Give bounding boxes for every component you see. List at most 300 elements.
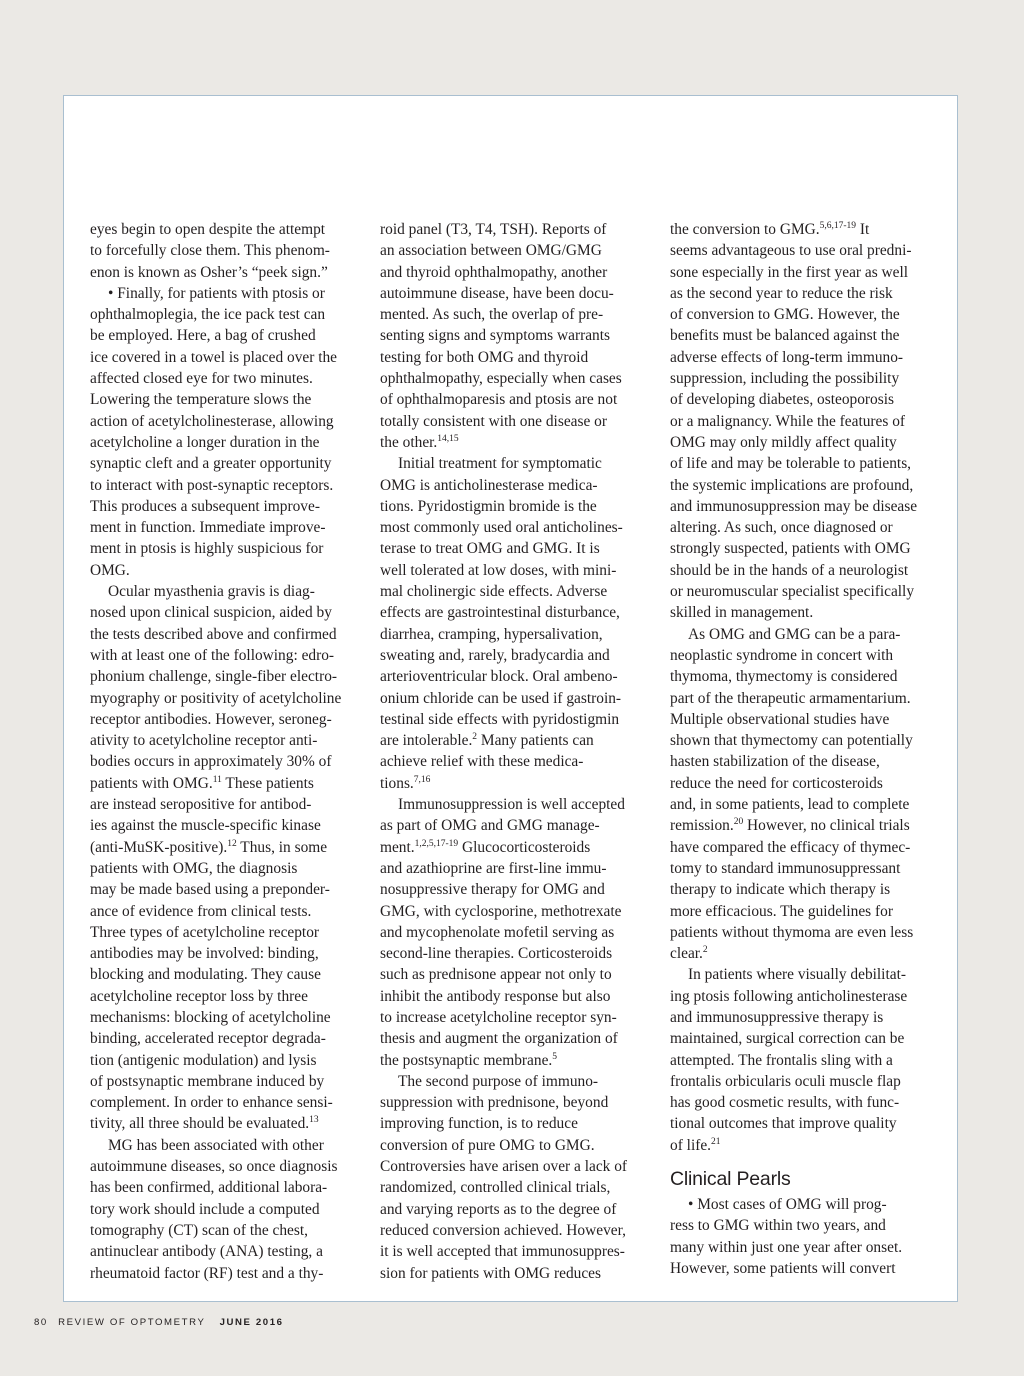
line-text: may be made based using a preponder- xyxy=(90,881,330,899)
text-line xyxy=(670,730,950,751)
line-text: have compared the efficacy of thymec- xyxy=(670,838,911,856)
line-text: has good cosmetic results, with func- xyxy=(670,1094,900,1112)
text-line xyxy=(670,624,950,645)
text-line xyxy=(90,1156,370,1177)
line-text: should be in the hands of a neurologist xyxy=(670,561,909,579)
line-text: blocking and modulating. They cause xyxy=(90,966,321,984)
line-text: antibodies may be involved: binding, xyxy=(90,945,319,963)
line-text: has been confirmed, additional labora- xyxy=(90,1179,328,1197)
line-text: the systemic implications are profound, xyxy=(670,476,914,494)
line-text: of developing diabetes, osteoporosis xyxy=(670,391,894,409)
text-line xyxy=(670,666,950,687)
line-text: more efficacious. The guidelines for xyxy=(670,902,893,920)
line-text: tions. xyxy=(380,774,414,792)
text-line xyxy=(90,411,370,432)
citation-superscript: 12 xyxy=(227,838,237,849)
line-text: are intolerable. xyxy=(380,732,473,750)
line-text: the other. xyxy=(380,433,438,451)
line-text: as part of OMG and GMG manage- xyxy=(380,817,600,835)
text-line xyxy=(380,815,660,836)
text-line xyxy=(380,709,660,730)
text-line xyxy=(90,964,370,985)
line-text: As OMG and GMG can be a para- xyxy=(688,625,901,643)
line-text: tion (antigenic modulation) and lysis xyxy=(90,1051,317,1069)
text-line xyxy=(380,794,660,815)
citation-superscript: 2 xyxy=(472,732,478,743)
text-line xyxy=(90,560,370,581)
text-line xyxy=(670,815,950,836)
text-line xyxy=(670,1050,950,1071)
line-text: • Finally, for patients with ptosis or xyxy=(108,284,325,302)
line-text: action of acetylcholinesterase, allowing xyxy=(90,412,334,430)
line-text: binding, accelerated receptor degrada- xyxy=(90,1030,326,1048)
text-line xyxy=(90,368,370,389)
line-text: eyes begin to open despite the attempt xyxy=(90,221,326,238)
citation-superscript: 20 xyxy=(733,817,744,828)
line-text: mented. As such, the overlap of pre- xyxy=(380,306,604,324)
line-text: ativity to acetylcholine receptor anti- xyxy=(90,732,318,750)
text-column-2 xyxy=(380,219,660,1284)
text-line xyxy=(670,581,950,602)
line-text: patients with OMG, the diagnosis xyxy=(90,859,298,877)
text-line xyxy=(90,1263,370,1284)
line-text: tions. Pyridostigmin bromide is the xyxy=(380,497,597,515)
text-line xyxy=(90,645,370,666)
text-line xyxy=(90,1241,370,1262)
text-line xyxy=(670,1237,950,1258)
text-line xyxy=(380,837,660,858)
text-line xyxy=(90,1113,370,1134)
line-text: testinal side effects with pyridostigmin xyxy=(380,710,620,728)
text-line xyxy=(670,1113,950,1134)
line-text: antinuclear antibody (ANA) testing, a xyxy=(90,1243,323,1261)
line-text: frontalis orbicularis oculi muscle flap xyxy=(670,1072,901,1090)
line-text: arterioventricular block. Oral ambeno- xyxy=(380,668,618,686)
text-line xyxy=(670,794,950,815)
citation-superscript: 2 xyxy=(702,945,708,956)
line-text: clear. xyxy=(670,945,703,963)
text-line xyxy=(380,581,660,602)
line-text: tomy to standard immunosuppressant xyxy=(670,859,901,877)
text-line xyxy=(670,304,950,325)
line-text: tomography (CT) scan of the chest, xyxy=(90,1221,308,1239)
line-text: Clinical Pearls xyxy=(670,1168,791,1191)
text-line xyxy=(90,304,370,325)
line-text: phonium challenge, single-fiber electro- xyxy=(90,668,338,686)
line-text: the tests described above and confirmed xyxy=(90,625,337,643)
text-line xyxy=(90,453,370,474)
line-text: patients without thymoma are even less xyxy=(670,923,914,941)
text-line xyxy=(90,1007,370,1028)
text-line xyxy=(380,964,660,985)
text-line xyxy=(90,1050,370,1071)
line-text: part of the therapeutic armamentarium. xyxy=(670,689,911,707)
text-line xyxy=(380,496,660,517)
text-line xyxy=(380,666,660,687)
citation-superscript: 1,2,5,17-19 xyxy=(414,838,459,849)
line-text: or neuromuscular specialist specifically xyxy=(670,583,915,601)
text-line xyxy=(90,688,370,709)
text-line xyxy=(380,411,660,432)
line-text-continued: However, no clinical trials xyxy=(743,817,910,835)
text-line xyxy=(380,347,660,368)
line-text: Three types of acetylcholine receptor xyxy=(90,923,320,941)
line-text: reduce the need for corticosteroids xyxy=(670,774,883,792)
line-text: well tolerated at low doses, with mini- xyxy=(380,561,617,579)
line-text: Initial treatment for symptomatic xyxy=(398,455,602,473)
text-line xyxy=(670,858,950,879)
text-line xyxy=(380,1263,660,1284)
line-text: In patients where visually debilitat- xyxy=(688,966,906,984)
text-line xyxy=(380,858,660,879)
line-text: GMG, with cyclosporine, methotrexate xyxy=(380,902,622,920)
line-text: mechanisms: blocking of acetylcholine xyxy=(90,1008,331,1026)
text-line xyxy=(90,730,370,751)
line-text: ress to GMG within two years, and xyxy=(670,1217,886,1235)
text-line xyxy=(90,773,370,794)
line-text: bodies occurs in approximately 30% of xyxy=(90,753,332,771)
text-line xyxy=(90,219,370,240)
text-line xyxy=(90,517,370,538)
text-line xyxy=(380,645,660,666)
line-text: Controversies have arisen over a lack of xyxy=(380,1158,628,1176)
line-text: most commonly used oral anticholines- xyxy=(380,519,623,537)
text-line xyxy=(90,581,370,602)
line-text: be employed. Here, a bag of crushed xyxy=(90,327,316,345)
text-line xyxy=(670,709,950,730)
text-line xyxy=(670,411,950,432)
text-line xyxy=(380,1156,660,1177)
text-line xyxy=(380,901,660,922)
line-text: the conversion to GMG. xyxy=(670,221,820,238)
line-text: tivity, all three should be evaluated. xyxy=(90,1115,310,1133)
text-line xyxy=(90,1135,370,1156)
text-line xyxy=(90,1199,370,1220)
line-text: of life. xyxy=(670,1136,712,1154)
text-line xyxy=(90,496,370,517)
text-line xyxy=(380,1135,660,1156)
text-line xyxy=(380,1028,660,1049)
text-column-3 xyxy=(670,219,950,1279)
line-text: complement. In order to enhance sensi- xyxy=(90,1094,333,1112)
line-text: testing for both OMG and thyroid xyxy=(380,348,589,366)
line-text-continued: These patients xyxy=(221,774,314,792)
line-text: acetylcholine receptor loss by three xyxy=(90,987,308,1005)
text-line xyxy=(90,1220,370,1241)
text-line xyxy=(670,262,950,283)
line-text: therapy to indicate which therapy is xyxy=(670,881,891,899)
line-text: of life and may be tolerable to patients, xyxy=(670,455,912,473)
line-text: ment. xyxy=(380,838,415,856)
text-line xyxy=(670,1028,950,1049)
line-text: onium chloride can be used if gastroin- xyxy=(380,689,622,707)
line-text: thesis and augment the organization of xyxy=(380,1030,618,1048)
text-line xyxy=(380,879,660,900)
line-text: The second purpose of immuno- xyxy=(398,1072,599,1090)
line-text: sweating and, rarely, bradycardia and xyxy=(380,646,610,664)
text-line xyxy=(670,1215,950,1236)
line-text: reduced conversion achieved. However, xyxy=(380,1221,626,1239)
text-line xyxy=(670,901,950,922)
line-text: and azathioprine are first-line immu- xyxy=(380,859,607,877)
line-text: and, in some patients, lead to complete xyxy=(670,796,910,814)
text-line xyxy=(670,602,950,623)
text-line xyxy=(670,964,950,985)
line-text: Ocular myasthenia gravis is diag- xyxy=(108,583,315,601)
text-line xyxy=(380,1092,660,1113)
line-text: attempted. The frontalis sling with a xyxy=(670,1051,893,1069)
text-line xyxy=(380,986,660,1007)
line-text: ies against the muscle-specific kinase xyxy=(90,817,321,835)
line-text: the postsynaptic membrane. xyxy=(380,1051,553,1069)
line-text: and immunosuppression may be disease xyxy=(670,497,918,515)
line-text: adverse effects of long-term immuno- xyxy=(670,348,904,366)
text-line xyxy=(670,1092,950,1113)
text-line xyxy=(380,560,660,581)
section-heading xyxy=(670,1164,950,1194)
line-text: and mycophenolate mofetil serving as xyxy=(380,923,615,941)
text-line xyxy=(90,709,370,730)
line-text: an association between OMG/GMG xyxy=(380,242,602,260)
text-line xyxy=(380,1220,660,1241)
text-line xyxy=(90,538,370,559)
line-text: affected closed eye for two minutes. xyxy=(90,370,313,388)
text-line xyxy=(380,688,660,709)
line-text: senting signs and symptoms warrants xyxy=(380,327,610,345)
line-text: receptor antibodies. However, seroneg- xyxy=(90,710,332,728)
text-line xyxy=(670,496,950,517)
line-text: shown that thymectomy can potentially xyxy=(670,732,913,750)
line-text: suppression with prednisone, beyond xyxy=(380,1094,609,1112)
citation-superscript: 5 xyxy=(552,1051,557,1062)
line-text: maintained, surgical correction can be xyxy=(670,1030,905,1048)
line-text: ice covered in a towel is placed over the xyxy=(90,348,337,366)
line-text: tional outcomes that improve quality xyxy=(670,1115,897,1133)
text-line xyxy=(380,304,660,325)
citation-superscript: 14,15 xyxy=(437,433,459,444)
line-text-continued: Many patients can xyxy=(477,732,594,750)
text-line xyxy=(380,432,660,453)
text-line xyxy=(670,751,950,772)
text-line xyxy=(90,858,370,879)
citation-superscript: 13 xyxy=(309,1115,319,1126)
line-text-continued: Glucocorticosteroids xyxy=(458,838,591,856)
citation-superscript: 5,6,17-19 xyxy=(819,221,857,231)
text-line xyxy=(90,1092,370,1113)
line-text: it is well accepted that immunosuppres- xyxy=(380,1243,625,1261)
line-text: effects are gastrointestinal disturbance, xyxy=(380,604,620,622)
text-line xyxy=(90,666,370,687)
line-text: totally consistent with one disease or xyxy=(380,412,607,430)
text-line xyxy=(90,602,370,623)
text-line xyxy=(90,986,370,1007)
text-line xyxy=(380,1007,660,1028)
line-text: to forcefully close them. This phenom- xyxy=(90,242,330,260)
line-text: myography or positivity of acetylcholine xyxy=(90,689,342,707)
line-text: benefits must be balanced against the xyxy=(670,327,900,345)
line-text: Lowering the temperature slows the xyxy=(90,391,312,409)
line-text: ance of evidence from clinical tests. xyxy=(90,902,312,920)
text-line xyxy=(670,688,950,709)
text-line xyxy=(670,389,950,410)
text-line xyxy=(670,645,950,666)
text-line xyxy=(380,1050,660,1071)
line-text: This produces a subsequent improve- xyxy=(90,497,320,515)
text-line xyxy=(670,1135,950,1156)
text-line xyxy=(670,1194,950,1215)
line-text-continued: Thus, in some xyxy=(236,838,328,856)
line-text: rheumatoid factor (RF) test and a thy- xyxy=(90,1264,324,1282)
text-line xyxy=(670,453,950,474)
line-text: autoimmune diseases, so once diagnosis xyxy=(90,1158,338,1176)
line-text: ophthalmopathy, especially when cases xyxy=(380,370,622,388)
line-text: acetylcholine a longer duration in the xyxy=(90,433,320,451)
line-text: diarrhea, cramping, hypersalivation, xyxy=(380,625,603,643)
line-text: with at least one of the following: edro- xyxy=(90,646,335,664)
publication-name: REVIEW OF OPTOMETRY xyxy=(58,1317,206,1328)
text-line xyxy=(670,986,950,1007)
text-line xyxy=(670,240,950,261)
line-text: autoimmune disease, have been docu- xyxy=(380,284,614,302)
text-line xyxy=(380,262,660,283)
line-text: patients with OMG. xyxy=(90,774,213,792)
text-line xyxy=(670,879,950,900)
text-line xyxy=(90,1071,370,1092)
text-line xyxy=(380,325,660,346)
line-text: nosed upon clinical suspicion, aided by xyxy=(90,604,332,622)
line-text: sion for patients with OMG reduces xyxy=(380,1264,601,1282)
line-text: hasten stabilization of the disease, xyxy=(670,753,880,771)
text-line xyxy=(380,453,660,474)
text-line xyxy=(380,1241,660,1262)
line-text: and varying reports as to the degree of xyxy=(380,1200,617,1218)
line-text: Multiple observational studies have xyxy=(670,710,890,728)
text-line xyxy=(670,837,950,858)
line-text: are instead seropositive for antibod- xyxy=(90,796,312,814)
line-text: terase to treat OMG and GMG. It is xyxy=(380,540,600,558)
text-line xyxy=(670,347,950,368)
line-text: ing ptosis following anticholinesterase xyxy=(670,987,908,1005)
line-text: tory work should include a computed xyxy=(90,1200,320,1218)
line-text: thymoma, thymectomy is considered xyxy=(670,668,898,686)
text-line xyxy=(380,389,660,410)
line-text: second-line therapies. Corticosteroids xyxy=(380,945,613,963)
line-text: • Most cases of OMG will prog- xyxy=(688,1196,887,1214)
text-line xyxy=(670,922,950,943)
line-text: and immunosuppressive therapy is xyxy=(670,1008,884,1026)
text-line xyxy=(90,389,370,410)
text-line xyxy=(380,602,660,623)
text-line xyxy=(380,368,660,389)
text-line xyxy=(380,730,660,751)
line-text: sone especially in the first year as well xyxy=(670,263,909,281)
line-text: ophthalmoplegia, the ice pack test can xyxy=(90,306,326,324)
text-line xyxy=(670,773,950,794)
line-text: Immunosuppression is well accepted xyxy=(398,796,625,814)
text-line xyxy=(90,432,370,453)
text-line xyxy=(380,922,660,943)
line-text: of postsynaptic membrane induced by xyxy=(90,1072,325,1090)
text-line xyxy=(670,368,950,389)
text-line xyxy=(670,538,950,559)
line-text: inhibit the antibody response but also xyxy=(380,987,611,1005)
text-line xyxy=(670,517,950,538)
line-text: to increase acetylcholine receptor syn- xyxy=(380,1008,617,1026)
text-column-1 xyxy=(90,219,370,1284)
line-text: synaptic cleft and a greater opportunity xyxy=(90,455,332,473)
text-line xyxy=(670,475,950,496)
text-line xyxy=(670,1258,950,1279)
text-line xyxy=(670,560,950,581)
text-line xyxy=(90,922,370,943)
line-text: OMG may only mildly affect quality xyxy=(670,433,897,451)
text-line xyxy=(380,1177,660,1198)
text-line xyxy=(670,283,950,304)
text-line xyxy=(670,325,950,346)
line-text: skilled in management. xyxy=(670,604,814,622)
line-text: nosuppressive therapy for OMG and xyxy=(380,881,605,899)
text-line xyxy=(90,943,370,964)
line-text: and thyroid ophthalmopathy, another xyxy=(380,263,608,281)
line-text: many within just one year after onset. xyxy=(670,1238,903,1256)
text-line xyxy=(90,475,370,496)
text-line xyxy=(380,1113,660,1134)
text-line xyxy=(380,943,660,964)
citation-superscript: 11 xyxy=(212,774,222,785)
line-text: MG has been associated with other xyxy=(108,1136,324,1154)
line-text: seems advantageous to use oral predni- xyxy=(670,242,912,260)
line-text: neoplastic syndrome in concert with xyxy=(670,646,894,664)
line-text: remission. xyxy=(670,817,734,835)
line-text: of ophthalmoparesis and ptosis are not xyxy=(380,391,618,409)
line-text: suppression, including the possibility xyxy=(670,370,900,388)
text-line xyxy=(90,879,370,900)
line-text: However, some patients will convert xyxy=(670,1259,896,1277)
text-line xyxy=(90,240,370,261)
text-line xyxy=(90,262,370,283)
line-text: (anti-MuSK-positive). xyxy=(90,838,228,856)
text-line xyxy=(90,624,370,645)
text-line xyxy=(670,1007,950,1028)
line-text: improving function, is to reduce xyxy=(380,1115,578,1133)
text-line xyxy=(670,1071,950,1092)
text-line xyxy=(670,219,950,240)
line-text: to interact with post-synaptic receptors. xyxy=(90,476,334,494)
text-line xyxy=(380,219,660,240)
text-line xyxy=(670,432,950,453)
text-line xyxy=(90,325,370,346)
text-line xyxy=(380,475,660,496)
line-text: mal cholinergic side effects. Adverse xyxy=(380,583,608,601)
line-text: strongly suspected, patients with OMG xyxy=(670,540,911,558)
line-text: achieve relief with these medica- xyxy=(380,753,584,771)
text-line xyxy=(90,1028,370,1049)
line-text: OMG. xyxy=(90,561,130,579)
line-text: enon is known as Osher’s “peek sign.” xyxy=(90,263,328,281)
text-line xyxy=(90,901,370,922)
text-line xyxy=(90,347,370,368)
text-line xyxy=(90,837,370,858)
text-line xyxy=(90,283,370,304)
line-text: as the second year to reduce the risk xyxy=(670,284,893,302)
text-line xyxy=(380,240,660,261)
page-number: 80 xyxy=(34,1317,48,1328)
line-text: OMG is anticholinesterase medica- xyxy=(380,476,598,494)
line-text: ment in function. Immediate improve- xyxy=(90,519,326,537)
text-line xyxy=(380,751,660,772)
line-text-continued: It xyxy=(856,221,870,238)
line-text: such as prednisone appear not only to xyxy=(380,966,612,984)
